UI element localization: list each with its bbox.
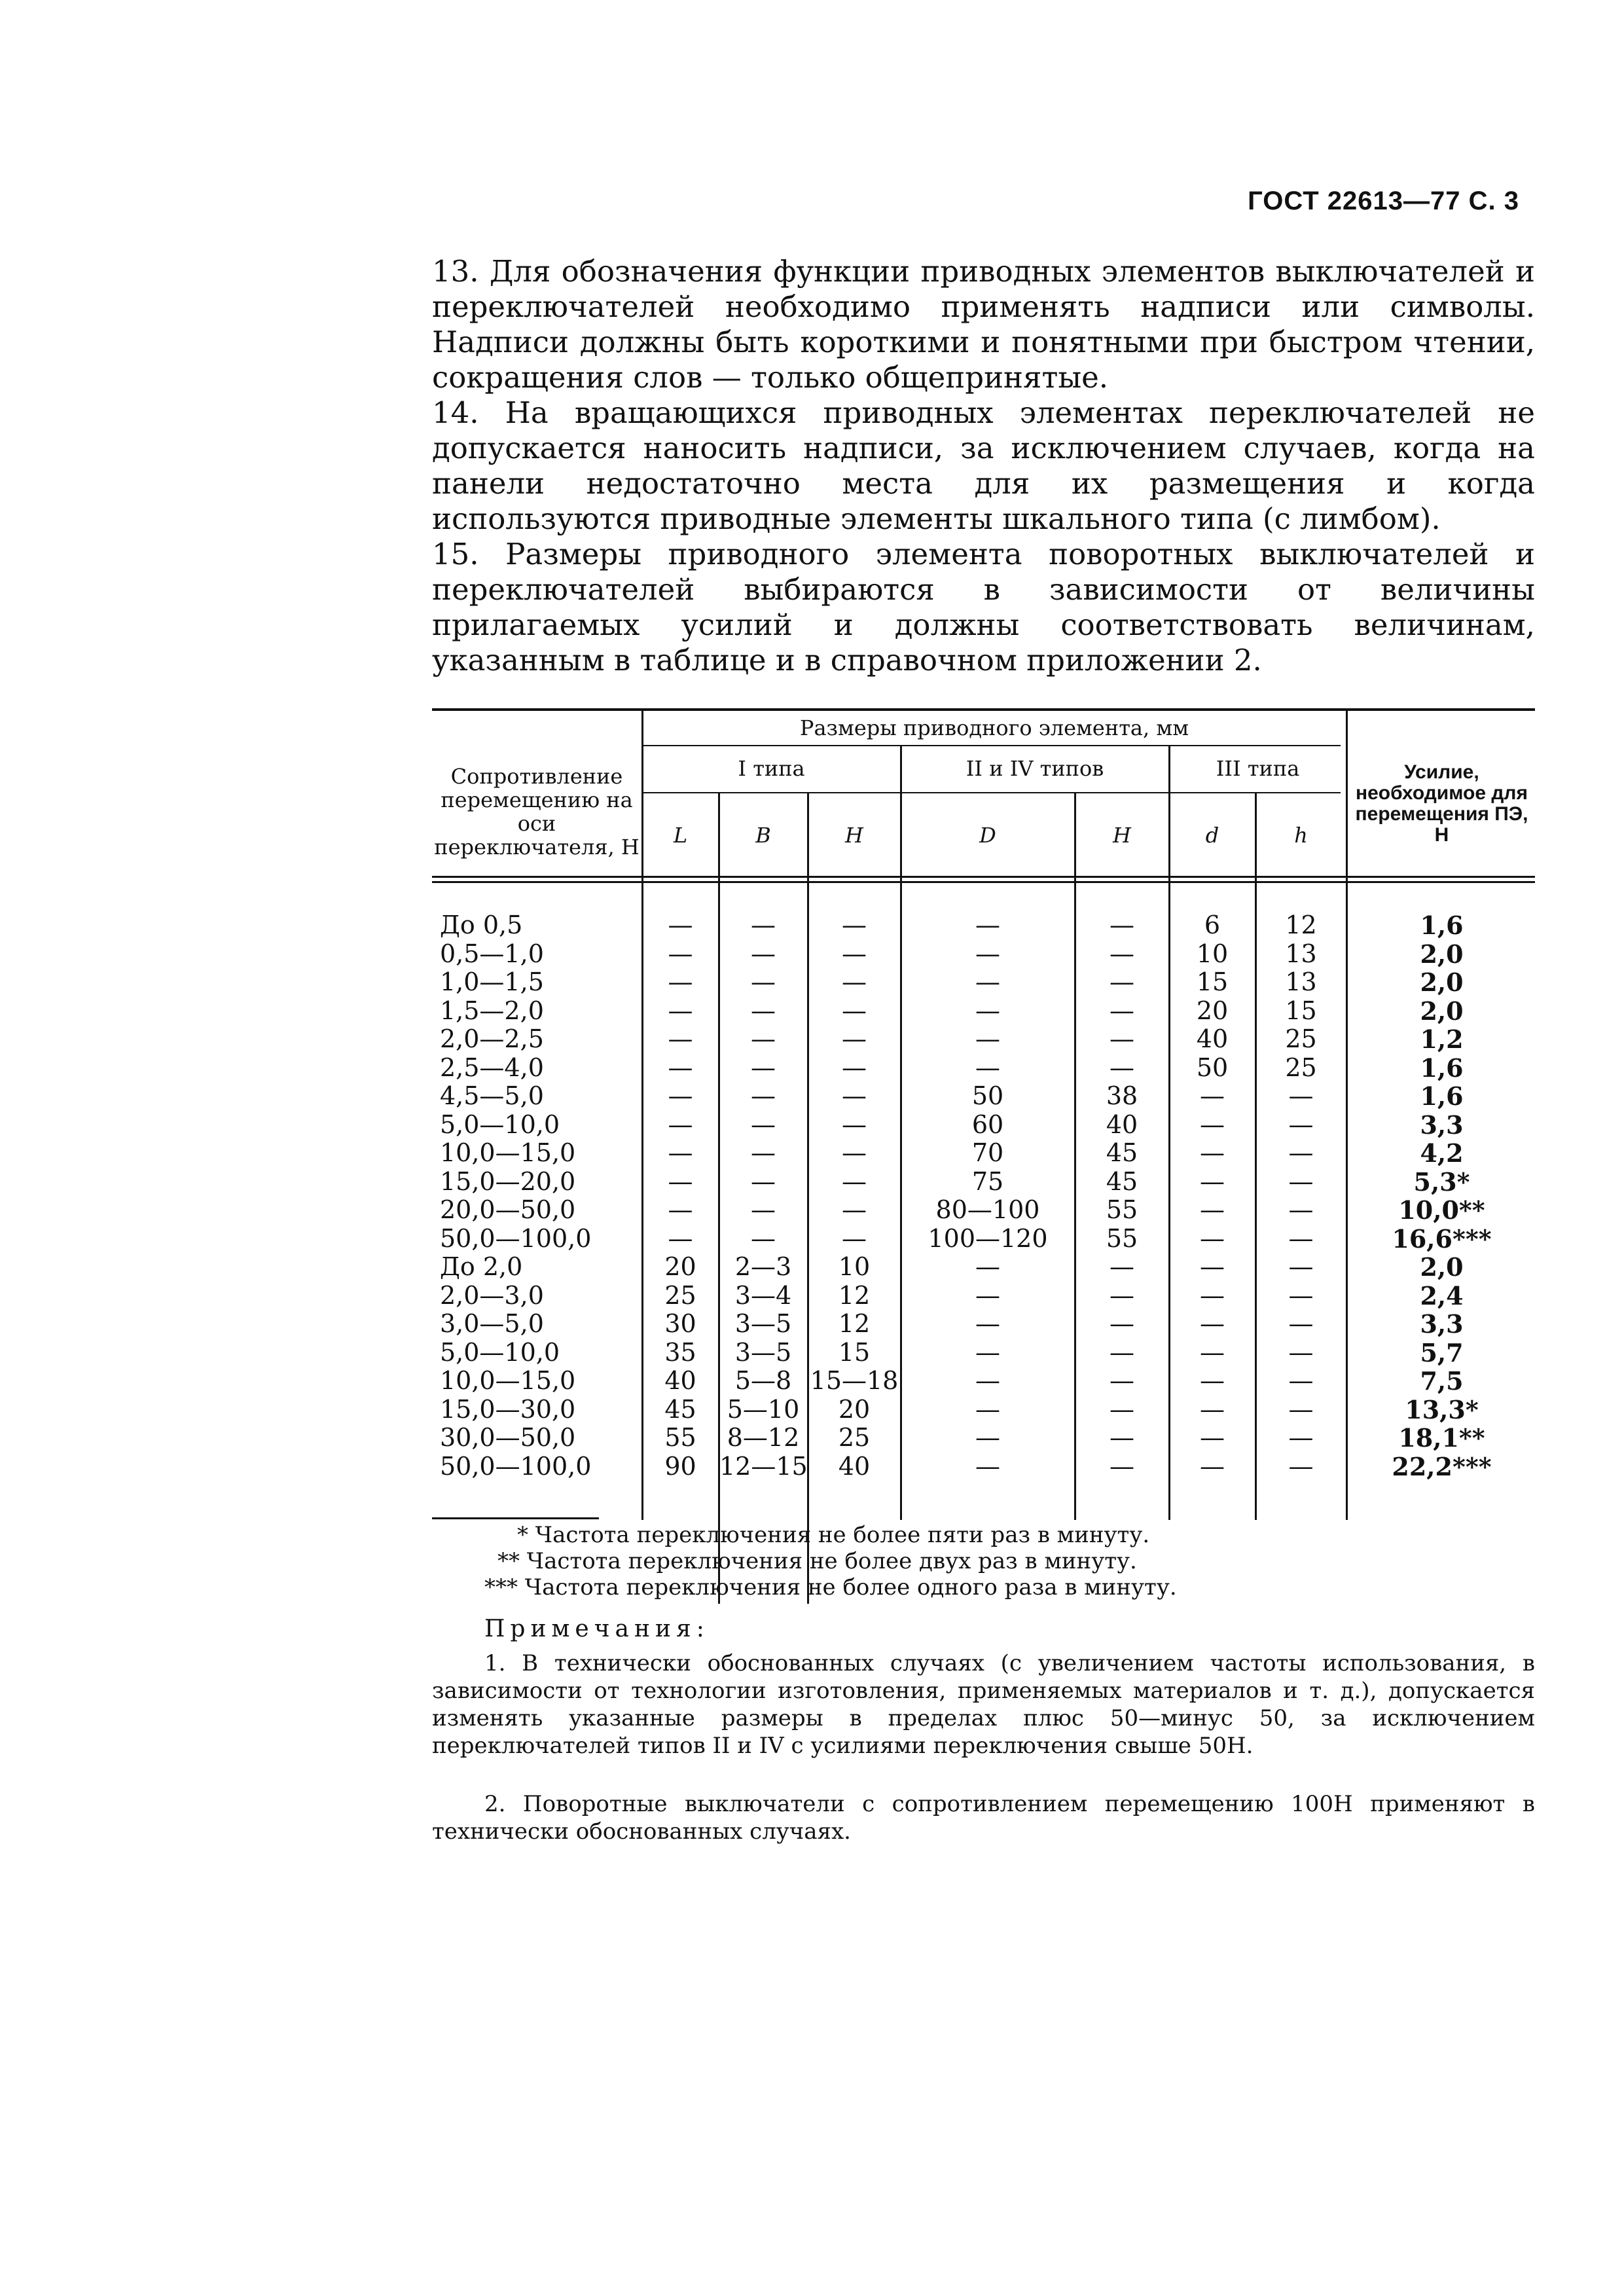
- cell-L: —: [668, 1223, 693, 1253]
- cell-H2: 45: [1106, 1138, 1138, 1167]
- cell-force: 2,0: [1420, 939, 1464, 969]
- table-row: [432, 1225, 1535, 1254]
- cell-B: —: [751, 1166, 776, 1196]
- paragraph-13: 13. Для обозначения функции приводных элементов выключателей и переключателей необходимо применять надписи или символы. Надписи должны быть короткими и понятными при быстром чтении, сокращения слов — только общепринятые.: [432, 254, 1535, 395]
- cell-L: —: [668, 911, 693, 939]
- cell-L: 40: [664, 1366, 696, 1395]
- cell-B: 3—5: [734, 1337, 792, 1367]
- cell-D: —: [975, 1024, 1000, 1053]
- cell-D: —: [975, 1394, 1000, 1424]
- table-row: [432, 1367, 1535, 1396]
- table-row: [432, 1424, 1535, 1453]
- table-row: [432, 1282, 1535, 1310]
- header-D: D: [979, 823, 996, 848]
- cell-L: 90: [664, 1451, 696, 1481]
- table-row: [432, 940, 1535, 969]
- cell-resistance: 2,0—2,5: [440, 1024, 544, 1053]
- cell-h: —: [1288, 1195, 1314, 1224]
- cell-B: —: [751, 996, 776, 1025]
- cell-force: 1,6: [1420, 911, 1464, 940]
- notes-title: Примечания:: [484, 1616, 710, 1642]
- cell-H1: —: [842, 1110, 867, 1139]
- cell-H2: —: [1110, 1366, 1134, 1395]
- table-row: [432, 1196, 1535, 1225]
- table-row: [432, 968, 1535, 997]
- table-header-bottom-rule-1: [432, 876, 1535, 878]
- cell-d: —: [1200, 1423, 1225, 1452]
- cell-h: —: [1288, 1280, 1314, 1310]
- cell-H1: —: [842, 1081, 867, 1110]
- cell-d: —: [1200, 1394, 1225, 1424]
- cell-D: —: [975, 1280, 1000, 1310]
- cell-resistance: 50,0—100,0: [440, 1451, 592, 1481]
- cell-H2: —: [1110, 1394, 1134, 1424]
- cell-D: —: [975, 1252, 1000, 1281]
- footnote-2: ** Частота переключения не более двух раз в минуту.: [497, 1548, 1137, 1574]
- cell-L: 25: [664, 1280, 696, 1310]
- cell-D: —: [975, 939, 1000, 968]
- cell-force: 1,6: [1420, 1081, 1464, 1111]
- cell-D: —: [975, 1423, 1000, 1452]
- cell-H1: —: [842, 911, 867, 939]
- cell-L: —: [668, 1081, 693, 1110]
- cell-D: 80—100: [935, 1195, 1040, 1224]
- cell-d: —: [1200, 1366, 1225, 1395]
- cell-H1: 25: [838, 1423, 871, 1452]
- note-1: 1. В технически обоснованных случаях (с увеличением частоты использования, в зависимости от технологии изготовления, применяемых материалов и т. д.), допускается изменять указанные размеры в пределах плюс 50—минус 50, за исключением переключателей типов II и IV с усилиями переключения свыше 50Н.: [432, 1650, 1535, 1759]
- cell-D: 100—120: [928, 1223, 1048, 1253]
- cell-D: —: [975, 911, 1000, 939]
- cell-h: 13: [1285, 967, 1317, 996]
- cell-d: —: [1200, 1451, 1225, 1481]
- cell-L: —: [668, 1195, 693, 1224]
- cell-resistance: 0,5—1,0: [440, 939, 544, 968]
- cell-H1: 20: [838, 1394, 871, 1424]
- table-header-bottom-rule-2: [432, 881, 1535, 883]
- table-row: [432, 1111, 1535, 1140]
- cell-D: —: [975, 1053, 1000, 1082]
- table-group-rule: [643, 792, 1341, 793]
- cell-L: 55: [664, 1423, 696, 1452]
- header-H-type1: H: [845, 823, 863, 848]
- header-d: d: [1205, 823, 1219, 848]
- sizes-table: [432, 708, 1535, 1527]
- header-H-type2: H: [1113, 823, 1131, 848]
- cell-D: —: [975, 967, 1000, 996]
- cell-h: —: [1288, 1337, 1314, 1367]
- cell-L: —: [668, 1053, 693, 1082]
- cell-B: —: [751, 1053, 776, 1082]
- cell-force: 2,4: [1420, 1280, 1464, 1310]
- cell-force: 2,0: [1420, 967, 1464, 997]
- table-top-rule: [432, 708, 1535, 711]
- cell-resistance: 50,0—100,0: [440, 1223, 592, 1253]
- cell-H1: 12: [838, 1309, 871, 1338]
- cell-h: —: [1288, 1081, 1314, 1110]
- table-row: [432, 1339, 1535, 1367]
- cell-H1: 40: [838, 1451, 871, 1481]
- cell-B: 8—12: [727, 1423, 800, 1452]
- cell-B: —: [751, 1081, 776, 1110]
- cell-H1: —: [842, 967, 867, 996]
- cell-force: 5,7: [1420, 1337, 1464, 1367]
- cell-resistance: 4,5—5,0: [440, 1081, 544, 1110]
- cell-H2: —: [1110, 939, 1134, 968]
- table-row: [432, 1310, 1535, 1339]
- cell-force: 4,2: [1420, 1138, 1464, 1168]
- header-B: B: [755, 823, 771, 848]
- cell-D: 75: [971, 1166, 1004, 1196]
- cell-d: —: [1200, 1166, 1225, 1196]
- cell-L: —: [668, 1024, 693, 1053]
- cell-resistance: 2,5—4,0: [440, 1053, 544, 1082]
- cell-d: 6: [1204, 911, 1221, 939]
- cell-B: 5—10: [727, 1394, 800, 1424]
- cell-d: —: [1200, 1081, 1225, 1110]
- cell-H2: —: [1110, 1451, 1134, 1481]
- cell-H1: —: [842, 939, 867, 968]
- cell-h: —: [1288, 1166, 1314, 1196]
- footnote-3: *** Частота переключения не более одного раза в минуту.: [484, 1574, 1177, 1600]
- cell-H2: 55: [1106, 1195, 1138, 1224]
- cell-B: —: [751, 911, 776, 939]
- cell-H1: —: [842, 996, 867, 1025]
- cell-H2: —: [1110, 1337, 1134, 1367]
- cell-resistance: 10,0—15,0: [440, 1366, 576, 1395]
- cell-D: —: [975, 1337, 1000, 1367]
- cell-d: —: [1200, 1252, 1225, 1281]
- cell-force: 3,3: [1420, 1110, 1464, 1140]
- cell-B: —: [751, 1195, 776, 1224]
- cell-H2: —: [1110, 1053, 1134, 1082]
- cell-resistance: 10,0—15,0: [440, 1138, 576, 1167]
- cell-H2: 45: [1106, 1166, 1138, 1196]
- cell-D: —: [975, 1366, 1000, 1395]
- header-type-2-4: II и IV типов: [965, 756, 1104, 781]
- cell-resistance: 3,0—5,0: [440, 1309, 544, 1338]
- cell-H1: 10: [838, 1252, 871, 1281]
- cell-force: 1,6: [1420, 1053, 1464, 1083]
- cell-H1: —: [842, 1195, 867, 1224]
- cell-d: 20: [1196, 996, 1229, 1025]
- cell-H2: —: [1110, 996, 1134, 1025]
- cell-h: —: [1288, 1423, 1314, 1452]
- paragraph-14: 14. На вращающихся приводных элементах переключателей не допускается наносить надписи, за исключением случаев, когда на панели недостаточно места для их размещения и когда используются приводные элементы шкального типа (с лимбом).: [432, 395, 1535, 536]
- cell-H2: 40: [1106, 1110, 1138, 1139]
- cell-force: 7,5: [1420, 1366, 1464, 1396]
- note-2: 2. Поворотные выключатели с сопротивлением перемещению 100Н применяют в технически обоснованных случаях.: [432, 1791, 1535, 1845]
- cell-d: —: [1200, 1195, 1225, 1224]
- cell-d: —: [1200, 1110, 1225, 1139]
- cell-h: —: [1288, 1309, 1314, 1338]
- table-row: [432, 997, 1535, 1026]
- table-row: [432, 911, 1535, 940]
- cell-L: —: [668, 1166, 693, 1196]
- cell-L: —: [668, 939, 693, 968]
- cell-force: 5,3*: [1413, 1166, 1470, 1197]
- cell-H1: —: [842, 1024, 867, 1053]
- table-row: [432, 1253, 1535, 1282]
- cell-d: 40: [1196, 1024, 1229, 1053]
- table-body: [432, 911, 1535, 1481]
- cell-D: 50: [971, 1081, 1004, 1110]
- cell-H1: 15: [838, 1337, 871, 1367]
- cell-resistance: 1,5—2,0: [440, 996, 544, 1025]
- cell-D: —: [975, 996, 1000, 1025]
- cell-H1: —: [842, 1138, 867, 1167]
- table-row: [432, 1025, 1535, 1054]
- cell-d: —: [1200, 1138, 1225, 1167]
- page-header: ГОСТ 22613—77 С. 3: [1248, 187, 1519, 215]
- table-subheader-rule: [643, 745, 1341, 746]
- cell-H1: —: [842, 1166, 867, 1196]
- header-sizes: Размеры приводного элемента, мм: [799, 715, 1189, 740]
- cell-resistance: 20,0—50,0: [440, 1195, 576, 1224]
- cell-B: 3—4: [734, 1280, 792, 1310]
- cell-force: 16,6***: [1392, 1223, 1492, 1254]
- cell-d: —: [1200, 1280, 1225, 1310]
- cell-h: —: [1288, 1451, 1314, 1481]
- cell-L: —: [668, 996, 693, 1025]
- cell-L: —: [668, 1110, 693, 1139]
- cell-H2: 38: [1106, 1081, 1138, 1110]
- cell-resistance: 1,0—1,5: [440, 967, 544, 996]
- header-type-1: I типа: [738, 756, 805, 781]
- paragraph-15: 15. Размеры приводного элемента поворотных выключателей и переключателей выбираются в зависимости от величины прилагаемых усилий и должны соответствовать величинам, указанным в таблице и в справочном приложении 2.: [432, 537, 1535, 678]
- cell-h: —: [1288, 1252, 1314, 1281]
- cell-L: 30: [664, 1309, 696, 1338]
- cell-h: 25: [1285, 1024, 1317, 1053]
- cell-L: —: [668, 967, 693, 996]
- cell-resistance: 5,0—10,0: [440, 1337, 560, 1367]
- cell-force: 13,3*: [1405, 1394, 1479, 1424]
- table-row: [432, 1139, 1535, 1168]
- cell-h: —: [1288, 1366, 1314, 1395]
- header-L: L: [673, 823, 688, 848]
- cell-H2: —: [1110, 1309, 1134, 1338]
- table-row: [432, 1396, 1535, 1424]
- cell-H2: —: [1110, 967, 1134, 996]
- cell-resistance: До 2,0: [440, 1252, 523, 1281]
- cell-d: —: [1200, 1337, 1225, 1367]
- cell-L: 45: [664, 1394, 696, 1424]
- cell-H1: —: [842, 1053, 867, 1082]
- cell-h: —: [1288, 1138, 1314, 1167]
- header-resistance: Сопротивление перемещению на оси переключателя, Н: [434, 764, 640, 859]
- cell-L: 20: [664, 1252, 696, 1281]
- cell-h: 12: [1285, 911, 1317, 939]
- cell-H2: 55: [1106, 1223, 1138, 1253]
- table-row: [432, 1054, 1535, 1083]
- cell-h: —: [1288, 1394, 1314, 1424]
- table-row: [432, 1168, 1535, 1197]
- cell-force: 1,2: [1420, 1024, 1464, 1054]
- cell-h: 15: [1285, 996, 1317, 1025]
- cell-H2: —: [1110, 1252, 1134, 1281]
- cell-force: 3,3: [1420, 1309, 1464, 1339]
- cell-L: —: [668, 1138, 693, 1167]
- cell-resistance: До 0,5: [440, 911, 523, 939]
- header-type-3: III типа: [1216, 756, 1300, 781]
- cell-h: 13: [1285, 939, 1317, 968]
- cell-B: —: [751, 1024, 776, 1053]
- cell-d: 10: [1196, 939, 1229, 968]
- cell-force: 10,0**: [1398, 1195, 1485, 1225]
- cell-B: —: [751, 967, 776, 996]
- cell-d: 15: [1196, 967, 1229, 996]
- cell-H1: 12: [838, 1280, 871, 1310]
- cell-H2: —: [1110, 1423, 1134, 1452]
- cell-d: —: [1200, 1223, 1225, 1253]
- cell-B: 5—8: [734, 1366, 792, 1395]
- cell-h: —: [1288, 1110, 1314, 1139]
- cell-B: —: [751, 1138, 776, 1167]
- cell-B: 12—15: [719, 1451, 808, 1481]
- cell-d: —: [1200, 1309, 1225, 1338]
- table-row: [432, 1082, 1535, 1111]
- cell-H2: —: [1110, 1024, 1134, 1053]
- cell-resistance: 15,0—20,0: [440, 1166, 576, 1196]
- cell-D: —: [975, 1309, 1000, 1338]
- header-h: h: [1294, 823, 1308, 848]
- header-force: Усилие, необходимое для перемещения ПЭ, Н: [1355, 761, 1528, 846]
- cell-B: 3—5: [734, 1309, 792, 1338]
- cell-resistance: 5,0—10,0: [440, 1110, 560, 1139]
- cell-force: 22,2***: [1392, 1451, 1492, 1481]
- cell-force: 2,0: [1420, 1252, 1464, 1282]
- cell-resistance: 30,0—50,0: [440, 1423, 576, 1452]
- table-row: [432, 1453, 1535, 1481]
- cell-h: 25: [1285, 1053, 1317, 1082]
- cell-force: 2,0: [1420, 996, 1464, 1026]
- cell-D: —: [975, 1451, 1000, 1481]
- footnote-1: * Частота переключения не более пяти раз в минуту.: [517, 1522, 1150, 1548]
- cell-B: 2—3: [734, 1252, 792, 1281]
- cell-H1: —: [842, 1223, 867, 1253]
- cell-D: 60: [971, 1110, 1004, 1139]
- cell-H2: —: [1110, 911, 1134, 939]
- cell-B: —: [751, 1223, 776, 1253]
- cell-L: 35: [664, 1337, 696, 1367]
- cell-D: 70: [971, 1138, 1004, 1167]
- cell-h: —: [1288, 1223, 1314, 1253]
- cell-H2: —: [1110, 1280, 1134, 1310]
- cell-force: 18,1**: [1398, 1423, 1485, 1453]
- cell-d: 50: [1196, 1053, 1229, 1082]
- cell-B: —: [751, 939, 776, 968]
- footnote-rule: [432, 1517, 599, 1519]
- cell-resistance: 2,0—3,0: [440, 1280, 544, 1310]
- cell-resistance: 15,0—30,0: [440, 1394, 576, 1424]
- cell-H1: 15—18: [810, 1366, 899, 1395]
- cell-B: —: [751, 1110, 776, 1139]
